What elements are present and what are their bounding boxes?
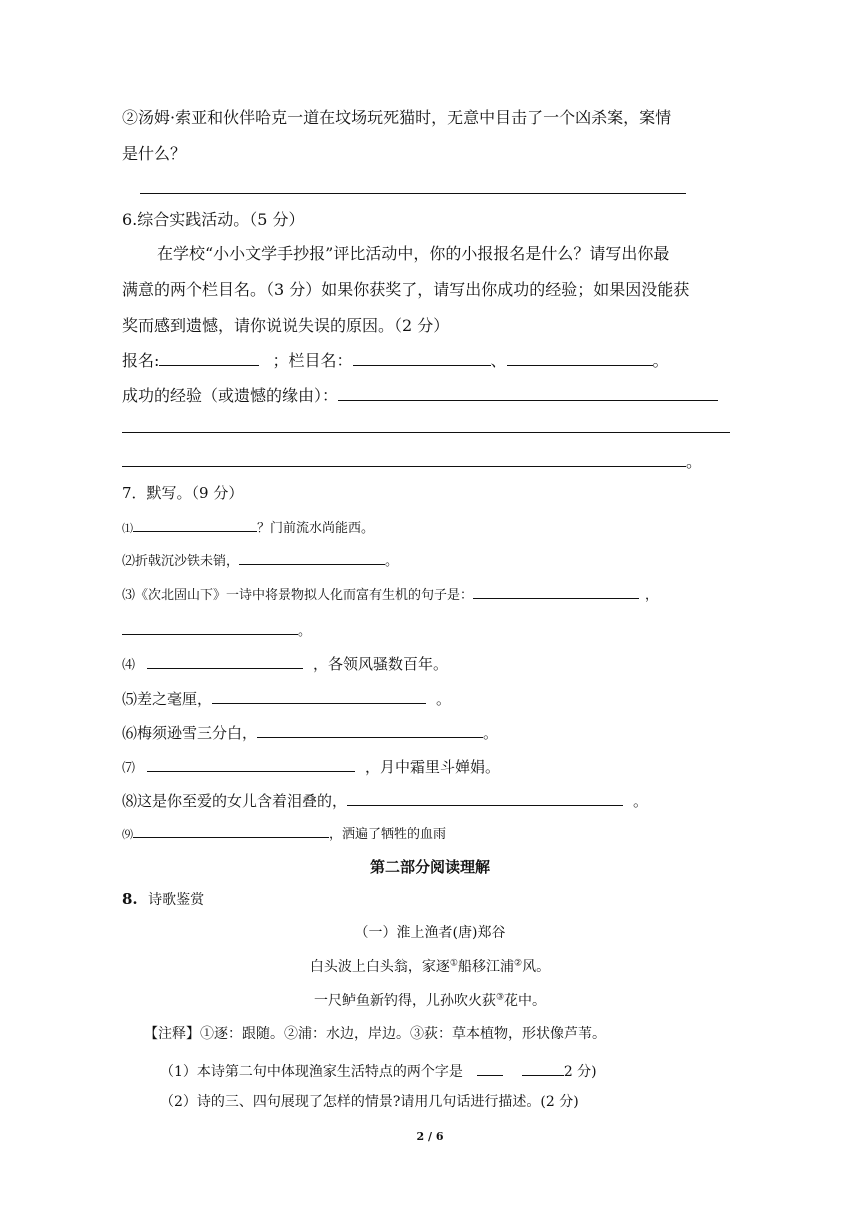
item-text: （1）本诗第二句中体现渔家生活特点的两个字是 bbox=[160, 1064, 463, 1080]
poem-text: 花中。 bbox=[504, 993, 547, 1009]
experience-label: 成功的经验（或遗憾的缘由）： bbox=[122, 386, 339, 405]
q6-exp-row bbox=[122, 385, 718, 405]
recitation-blank[interactable] bbox=[239, 551, 385, 565]
recitation-blank[interactable] bbox=[147, 653, 303, 669]
question-title: 诗歌鉴赏 bbox=[148, 892, 205, 908]
q6-para-line2: 满意的两个栏目名。（3 分）如果你获奖了，请写出你成功的经验；如果因没能获 bbox=[122, 280, 690, 299]
item-text: ⑸差之毫厘， bbox=[122, 690, 213, 708]
answer-blank-1[interactable] bbox=[477, 1060, 503, 1076]
recitation-blank[interactable] bbox=[122, 621, 298, 635]
footnote-marker: ③ bbox=[495, 992, 505, 1003]
answer-line[interactable] bbox=[122, 432, 730, 433]
q6-name-row bbox=[122, 350, 669, 370]
recitation-blank[interactable] bbox=[133, 518, 257, 532]
recitation-blank[interactable] bbox=[212, 688, 426, 704]
newspaper-name-blank[interactable] bbox=[159, 350, 259, 366]
part2-heading: 第二部分阅读理解 bbox=[369, 858, 490, 876]
poem-text: 风。 bbox=[522, 959, 551, 975]
q6-para-line1: 在学校“小小文学手抄报”评比活动中，你的小报报名是什么？请写出你最 bbox=[157, 244, 670, 263]
item-text: ，洒遍了牺牲的血雨 bbox=[329, 827, 447, 842]
q7-item-5 bbox=[122, 688, 451, 708]
item-text: ⑵折戟沉沙铁未销， bbox=[122, 554, 240, 569]
q7-item-4 bbox=[122, 653, 448, 674]
q8-sub-2: （2）诗的三、四句展现了怎样的情景?请用几句话进行描述。(2 分) bbox=[160, 1094, 579, 1110]
item-text: ，月中霜里斗婵娟。 bbox=[365, 758, 501, 776]
q5-item2-line2: 是什么？ bbox=[122, 144, 187, 163]
q6-title: 6.综合实践活动。（5 分） bbox=[122, 210, 305, 229]
question-number: 8. bbox=[122, 890, 138, 908]
period: 。 bbox=[385, 554, 399, 569]
comma: ， bbox=[645, 588, 659, 603]
experience-blank[interactable] bbox=[338, 385, 718, 401]
q7-item-3-cont bbox=[122, 621, 311, 640]
item-text: ⑻这是你至爱的女儿含着泪叠的， bbox=[122, 792, 348, 810]
column-label: ；栏目名： bbox=[272, 351, 353, 370]
q5-item2-line1: ②汤姆·索亚和伙伴哈克一道在坟场玩死猫时，无意中目击了一个凶杀案，案情 bbox=[122, 108, 672, 127]
q7-item-7 bbox=[122, 756, 500, 777]
item-number: ⑴ bbox=[122, 522, 133, 535]
poem-text: 白头波上白头翁，家逐 bbox=[309, 959, 450, 975]
q8-title-row bbox=[122, 890, 204, 909]
footnote-marker: ① bbox=[449, 958, 458, 969]
poem-text: 一尺鲈鱼新钓得，儿孙吹火荻 bbox=[313, 993, 496, 1009]
item-number: ⑺ bbox=[122, 761, 136, 776]
recitation-blank[interactable] bbox=[147, 756, 355, 772]
period: 。 bbox=[483, 724, 499, 742]
poem-line-1 bbox=[0, 959, 860, 976]
poem-notes: 【注释】①逐：跟随。②浦：水边，岸边。③荻：草本植物，形状像芦苇。 bbox=[144, 1026, 606, 1042]
recitation-blank[interactable] bbox=[133, 824, 329, 838]
item-text: ，各领风骚数百年。 bbox=[313, 655, 449, 673]
q6-para-line3: 奖而感到遗憾，请你说说失误的原因。（2 分） bbox=[122, 316, 450, 335]
name-label: 报名: bbox=[122, 351, 160, 370]
page-number: 2 / 6 bbox=[416, 1130, 444, 1143]
recitation-blank[interactable] bbox=[473, 585, 639, 599]
q8-sub-1 bbox=[160, 1060, 597, 1081]
q7-item-9 bbox=[122, 824, 446, 843]
period: 。 bbox=[686, 452, 703, 471]
item-text: ？门前流水尚能西。 bbox=[257, 521, 375, 536]
poem-text: 船移江浦 bbox=[458, 959, 514, 975]
q7-item-3 bbox=[122, 585, 658, 604]
period: 。 bbox=[633, 792, 649, 810]
q7-item-1 bbox=[122, 518, 374, 537]
item-text: ⑹梅须逊雪三分白， bbox=[122, 724, 258, 742]
item-number: ⑷ bbox=[122, 658, 136, 673]
column-name-blank-1[interactable] bbox=[353, 350, 491, 366]
item-number: ⑼ bbox=[122, 828, 133, 841]
q7-item-6 bbox=[122, 722, 498, 742]
poem-title: （一）淮上渔者(唐)郑谷 bbox=[354, 925, 506, 941]
answer-line[interactable] bbox=[140, 193, 686, 194]
q7-title: 7．默写。（9 分） bbox=[122, 484, 244, 502]
poem-line-2 bbox=[0, 993, 860, 1010]
period: 。 bbox=[436, 690, 452, 708]
period: 。 bbox=[298, 624, 312, 639]
period: 。 bbox=[652, 351, 669, 370]
column-name-blank-2[interactable] bbox=[507, 350, 653, 366]
answer-line[interactable] bbox=[122, 466, 686, 467]
q7-item-8 bbox=[122, 790, 648, 810]
recitation-blank[interactable] bbox=[257, 722, 483, 738]
separator: 、 bbox=[490, 351, 507, 370]
q7-item-2 bbox=[122, 551, 398, 570]
answer-blank-2[interactable] bbox=[522, 1060, 564, 1076]
footnote-marker: ② bbox=[514, 958, 523, 969]
item-text: ⑶《次北固山下》一诗中将景物拟人化而富有生机的句子是： bbox=[122, 588, 474, 603]
recitation-blank[interactable] bbox=[347, 790, 623, 806]
score: 2 分) bbox=[563, 1064, 597, 1080]
